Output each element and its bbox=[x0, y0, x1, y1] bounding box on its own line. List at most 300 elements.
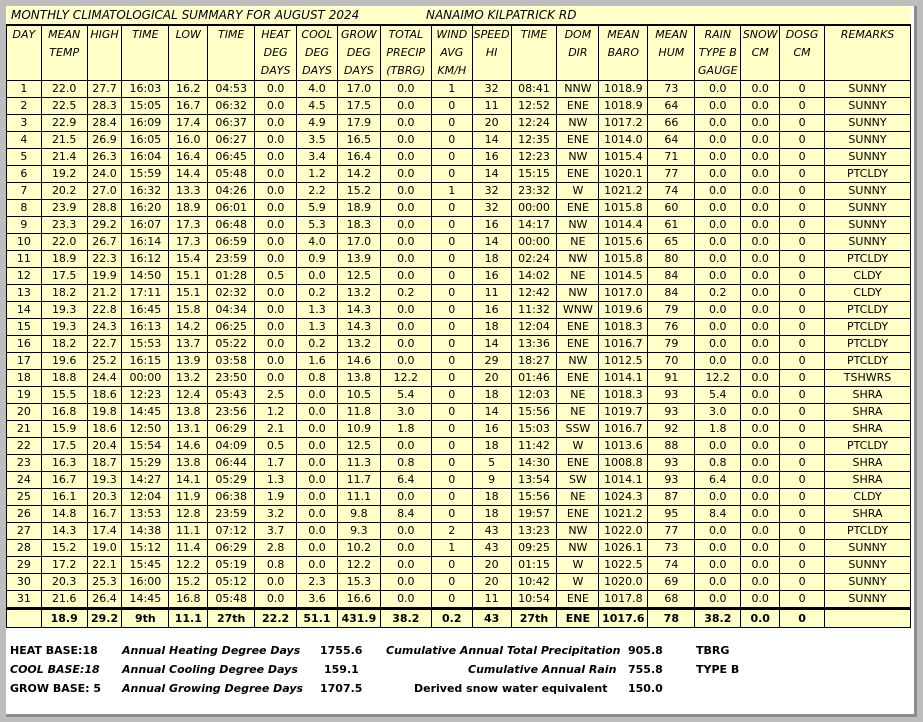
table-cell: 14.3 bbox=[41, 523, 87, 540]
table-cell: 0 bbox=[780, 472, 825, 489]
report-window bbox=[6, 6, 917, 717]
table-cell: 16:04 bbox=[122, 149, 169, 166]
table-cell: 16.0 bbox=[169, 132, 208, 149]
table-row bbox=[7, 421, 911, 438]
total-cell: 431.9 bbox=[337, 609, 380, 628]
table-cell: 0.0 bbox=[695, 115, 741, 132]
table-cell: 15.1 bbox=[169, 285, 208, 302]
table-cell: 05:43 bbox=[208, 387, 255, 404]
table-cell: 9 bbox=[472, 472, 511, 489]
table-cell: 16.4 bbox=[169, 149, 208, 166]
table-cell: 13.9 bbox=[337, 251, 380, 268]
table-cell: 16.2 bbox=[169, 81, 208, 98]
table-cell: 0 bbox=[431, 455, 472, 472]
table-cell: 0.0 bbox=[741, 336, 780, 353]
table-cell: 08:41 bbox=[511, 81, 557, 98]
table-cell: 1016.7 bbox=[599, 336, 648, 353]
table-cell: 04:09 bbox=[208, 438, 255, 455]
table-cell: 17.5 bbox=[41, 438, 87, 455]
rain-label: Cumulative Annual Rain bbox=[468, 663, 617, 676]
table-cell: 13.3 bbox=[169, 183, 208, 200]
table-cell: 0.0 bbox=[380, 149, 431, 166]
table-cell: 15.5 bbox=[41, 387, 87, 404]
table-cell: 0 bbox=[431, 115, 472, 132]
table-cell: 18:27 bbox=[511, 353, 557, 370]
table-cell: 71 bbox=[648, 149, 695, 166]
table-cell: 18 bbox=[472, 251, 511, 268]
header-line: DAY bbox=[12, 28, 36, 41]
table-cell: 3.5 bbox=[297, 132, 338, 149]
table-cell: 0.0 bbox=[695, 149, 741, 166]
table-cell: 15.2 bbox=[169, 574, 208, 591]
header-line: AVG bbox=[440, 46, 464, 59]
header-line: DEG bbox=[346, 46, 371, 59]
table-cell: 1.6 bbox=[297, 353, 338, 370]
table-cell: 21.6 bbox=[41, 591, 87, 609]
header-line: RAIN bbox=[704, 28, 732, 41]
header-line: COOL bbox=[301, 28, 333, 41]
table-cell: 0.8 bbox=[380, 455, 431, 472]
table-cell: 1 bbox=[7, 81, 42, 98]
table-cell: 0 bbox=[431, 132, 472, 149]
table-cell: 3.0 bbox=[380, 404, 431, 421]
table-cell: 0.0 bbox=[297, 268, 338, 285]
table-cell: 12.2 bbox=[380, 370, 431, 387]
total-cell: 0 bbox=[780, 609, 825, 628]
table-cell: 2.2 bbox=[297, 183, 338, 200]
table-cell: 4 bbox=[7, 132, 42, 149]
table-cell: 0.0 bbox=[297, 421, 338, 438]
table-cell: 68 bbox=[648, 591, 695, 609]
table-row bbox=[7, 302, 911, 319]
table-cell: 02:24 bbox=[511, 251, 557, 268]
table-cell: 0.0 bbox=[380, 251, 431, 268]
table-cell: 0.0 bbox=[297, 489, 338, 506]
table-cell: 16 bbox=[472, 149, 511, 166]
table-cell: 0.0 bbox=[741, 574, 780, 591]
table-cell: 0.0 bbox=[255, 217, 297, 234]
column-header bbox=[41, 26, 87, 81]
table-cell: 1.9 bbox=[255, 489, 297, 506]
table-cell: 18.9 bbox=[337, 200, 380, 217]
table-cell: 18.3 bbox=[337, 217, 380, 234]
table-cell: 20.4 bbox=[87, 438, 122, 455]
table-cell: 0.0 bbox=[741, 81, 780, 98]
table-cell: 32 bbox=[472, 200, 511, 217]
table-cell: 15:53 bbox=[122, 336, 169, 353]
table-cell: 16:09 bbox=[122, 115, 169, 132]
table-cell: 00:00 bbox=[511, 200, 557, 217]
table-cell: 12.2 bbox=[695, 370, 741, 387]
table-cell: 0.0 bbox=[297, 387, 338, 404]
table-cell: SSW bbox=[557, 421, 599, 438]
table-cell: 0.0 bbox=[380, 319, 431, 336]
table-cell: 16:00 bbox=[122, 574, 169, 591]
table-cell: NE bbox=[557, 234, 599, 251]
table-cell: 0 bbox=[431, 251, 472, 268]
table-cell: ENE bbox=[557, 132, 599, 149]
table-cell: 1.8 bbox=[695, 421, 741, 438]
table-cell: 65 bbox=[648, 234, 695, 251]
table-cell: 01:15 bbox=[511, 557, 557, 574]
table-cell: 0.0 bbox=[741, 540, 780, 557]
table-cell: 27.0 bbox=[87, 183, 122, 200]
table-cell: 19.3 bbox=[41, 302, 87, 319]
total-cell: 11.1 bbox=[169, 609, 208, 628]
table-cell: ENE bbox=[557, 200, 599, 217]
table-cell: SHRA bbox=[825, 387, 911, 404]
table-cell: 0.0 bbox=[741, 353, 780, 370]
table-cell: PTCLDY bbox=[825, 251, 911, 268]
header-line: TIME bbox=[217, 28, 245, 41]
table-cell: 0 bbox=[780, 557, 825, 574]
table-cell: 0 bbox=[780, 302, 825, 319]
table-cell: 43 bbox=[472, 540, 511, 557]
table-cell: 20 bbox=[472, 370, 511, 387]
table-cell: 17.4 bbox=[169, 115, 208, 132]
table-cell: 15.2 bbox=[41, 540, 87, 557]
table-cell: NE bbox=[557, 268, 599, 285]
total-cell: ENE bbox=[557, 609, 599, 628]
table-cell: 14 bbox=[472, 234, 511, 251]
table-cell: 0 bbox=[431, 370, 472, 387]
table-cell: 17 bbox=[7, 353, 42, 370]
table-cell: 15.2 bbox=[337, 183, 380, 200]
total-cell: 38.2 bbox=[695, 609, 741, 628]
table-cell: 0.0 bbox=[297, 438, 338, 455]
table-cell: 21.2 bbox=[87, 285, 122, 302]
precip-value: 905.8 bbox=[628, 644, 663, 657]
table-cell: 13.8 bbox=[169, 404, 208, 421]
table-cell: 0.0 bbox=[741, 404, 780, 421]
cool-base: COOL BASE:18 bbox=[10, 663, 100, 676]
rain-value: 755.8 bbox=[628, 663, 663, 676]
table-cell: 0.0 bbox=[255, 319, 297, 336]
table-cell: 22.8 bbox=[87, 302, 122, 319]
table-cell: 10:54 bbox=[511, 591, 557, 609]
table-cell: 12:42 bbox=[511, 285, 557, 302]
table-cell: 9.8 bbox=[337, 506, 380, 523]
table-body bbox=[7, 81, 911, 628]
table-cell: 0.0 bbox=[695, 574, 741, 591]
table-cell: 0 bbox=[780, 268, 825, 285]
table-cell: 14.8 bbox=[41, 506, 87, 523]
table-cell: 0.0 bbox=[297, 557, 338, 574]
table-cell: ENE bbox=[557, 506, 599, 523]
heat-value: 1755.6 bbox=[320, 644, 363, 657]
table-cell: 11.7 bbox=[337, 472, 380, 489]
table-cell: 0 bbox=[431, 302, 472, 319]
table-cell: PTCLDY bbox=[825, 353, 911, 370]
table-row bbox=[7, 115, 911, 132]
table-cell: SUNNY bbox=[825, 591, 911, 609]
header-line: HI bbox=[485, 46, 498, 59]
table-cell: 1018.3 bbox=[599, 319, 648, 336]
table-cell: 93 bbox=[648, 472, 695, 489]
table-cell: 04:34 bbox=[208, 302, 255, 319]
table-cell: 0 bbox=[431, 234, 472, 251]
table-cell: 1018.9 bbox=[599, 81, 648, 98]
table-cell: TSHWRS bbox=[825, 370, 911, 387]
report-title: MONTHLY CLIMATOLOGICAL SUMMARY FOR AUGUST 2024 bbox=[11, 8, 360, 22]
table-cell: 14 bbox=[472, 336, 511, 353]
table-cell: 04:53 bbox=[208, 81, 255, 98]
table-cell: W bbox=[557, 183, 599, 200]
table-cell: 26.4 bbox=[87, 591, 122, 609]
table-cell: 23:59 bbox=[208, 506, 255, 523]
table-cell: 15:12 bbox=[122, 540, 169, 557]
table-cell: NE bbox=[557, 404, 599, 421]
table-cell: 04:26 bbox=[208, 183, 255, 200]
table-cell: 18.9 bbox=[169, 200, 208, 217]
table-cell: 14:02 bbox=[511, 268, 557, 285]
table-cell: 79 bbox=[648, 302, 695, 319]
table-cell: 5.4 bbox=[380, 387, 431, 404]
header-row bbox=[7, 26, 911, 81]
table-cell: NE bbox=[557, 489, 599, 506]
table-cell: 1 bbox=[431, 183, 472, 200]
total-cell bbox=[7, 609, 42, 628]
table-cell: 17.0 bbox=[337, 234, 380, 251]
table-cell: 11.8 bbox=[337, 404, 380, 421]
table-cell: 19.3 bbox=[87, 472, 122, 489]
table-cell: SUNNY bbox=[825, 200, 911, 217]
table-cell: WNW bbox=[557, 302, 599, 319]
table-cell: 0.0 bbox=[741, 149, 780, 166]
table-cell: 0 bbox=[780, 132, 825, 149]
table-cell: 10 bbox=[7, 234, 42, 251]
table-cell: 23:56 bbox=[208, 404, 255, 421]
table-cell: 0.0 bbox=[255, 574, 297, 591]
table-cell: 0.8 bbox=[695, 455, 741, 472]
table-cell: 12:35 bbox=[511, 132, 557, 149]
table-cell: 0.0 bbox=[380, 523, 431, 540]
table-row bbox=[7, 149, 911, 166]
header-line: GROW bbox=[340, 28, 377, 41]
table-cell: 0.0 bbox=[741, 115, 780, 132]
table-cell: 15:05 bbox=[122, 98, 169, 115]
table-cell: 5.3 bbox=[297, 217, 338, 234]
table-cell: 0.9 bbox=[297, 251, 338, 268]
table-cell: SHRA bbox=[825, 455, 911, 472]
table-cell: SHRA bbox=[825, 404, 911, 421]
table-cell: 0.2 bbox=[380, 285, 431, 302]
table-cell: 06:37 bbox=[208, 115, 255, 132]
table-cell: 1021.2 bbox=[599, 183, 648, 200]
table-cell: 73 bbox=[648, 540, 695, 557]
table-cell: 06:29 bbox=[208, 540, 255, 557]
table-row bbox=[7, 285, 911, 302]
table-cell: ENE bbox=[557, 319, 599, 336]
table-cell: 0.0 bbox=[297, 404, 338, 421]
rain-gauge: TYPE B bbox=[696, 663, 740, 676]
table-cell: 11.3 bbox=[337, 455, 380, 472]
table-cell: 0.0 bbox=[695, 557, 741, 574]
table-cell: 14:50 bbox=[122, 268, 169, 285]
table-cell: 0 bbox=[431, 404, 472, 421]
table-cell: 1008.8 bbox=[599, 455, 648, 472]
table-cell: 03:58 bbox=[208, 353, 255, 370]
header-line: DAYS bbox=[343, 64, 374, 77]
table-cell: 0 bbox=[780, 438, 825, 455]
total-cell: 38.2 bbox=[380, 609, 431, 628]
column-header bbox=[7, 26, 42, 81]
table-cell: 0.0 bbox=[741, 421, 780, 438]
table-cell: 0 bbox=[780, 183, 825, 200]
table-cell: 0.2 bbox=[297, 285, 338, 302]
table-cell: 14.2 bbox=[337, 166, 380, 183]
table-cell: 17.5 bbox=[337, 98, 380, 115]
table-cell: NE bbox=[557, 387, 599, 404]
table-cell: 16 bbox=[7, 336, 42, 353]
table-cell: 14:38 bbox=[122, 523, 169, 540]
header-line: MEAN bbox=[48, 28, 81, 41]
table-cell: ENE bbox=[557, 166, 599, 183]
table-cell: 0.0 bbox=[380, 438, 431, 455]
table-cell: NW bbox=[557, 353, 599, 370]
table-cell: 0 bbox=[431, 574, 472, 591]
column-header bbox=[169, 26, 208, 81]
table-cell: 14 bbox=[472, 132, 511, 149]
table-cell: 3.2 bbox=[255, 506, 297, 523]
table-cell: 18.8 bbox=[41, 370, 87, 387]
table-cell: 0.0 bbox=[741, 166, 780, 183]
header-line: DIR bbox=[568, 46, 588, 59]
table-cell: 12:23 bbox=[122, 387, 169, 404]
table-cell: 0.0 bbox=[695, 234, 741, 251]
table-cell: W bbox=[557, 574, 599, 591]
table-cell: 16.5 bbox=[337, 132, 380, 149]
table-cell: 12:23 bbox=[511, 149, 557, 166]
table-cell: 15:54 bbox=[122, 438, 169, 455]
table-cell: 0 bbox=[780, 234, 825, 251]
table-cell: NNW bbox=[557, 81, 599, 98]
table-cell: 15:45 bbox=[122, 557, 169, 574]
table-cell: 27 bbox=[7, 523, 42, 540]
table-cell: 0.0 bbox=[297, 523, 338, 540]
table-cell: NW bbox=[557, 149, 599, 166]
table-cell: 14 bbox=[7, 302, 42, 319]
table-cell: 13:53 bbox=[122, 506, 169, 523]
table-cell: 22.5 bbox=[41, 98, 87, 115]
table-cell: SUNNY bbox=[825, 217, 911, 234]
table-cell: 0.2 bbox=[695, 285, 741, 302]
table-cell: 0.0 bbox=[741, 132, 780, 149]
table-cell: 19.3 bbox=[41, 319, 87, 336]
table-cell: 11.9 bbox=[169, 489, 208, 506]
table-cell: 11:42 bbox=[511, 438, 557, 455]
total-cell: 1017.6 bbox=[599, 609, 648, 628]
table-cell: 0.0 bbox=[380, 98, 431, 115]
table-cell: ENE bbox=[557, 455, 599, 472]
table-cell: ENE bbox=[557, 336, 599, 353]
table-cell: 26.3 bbox=[87, 149, 122, 166]
table-cell: 19.2 bbox=[41, 166, 87, 183]
table-cell: 15.8 bbox=[169, 302, 208, 319]
table-cell: 09:25 bbox=[511, 540, 557, 557]
total-cell: 0.2 bbox=[431, 609, 472, 628]
table-cell: 0 bbox=[431, 557, 472, 574]
table-cell: 0.0 bbox=[380, 489, 431, 506]
table-row bbox=[7, 81, 911, 98]
table-cell: 5.9 bbox=[297, 200, 338, 217]
table-cell: 16.3 bbox=[41, 455, 87, 472]
table-row bbox=[7, 200, 911, 217]
header-line: PRECIP bbox=[386, 46, 426, 59]
table-cell: 0.5 bbox=[255, 268, 297, 285]
table-cell: SHRA bbox=[825, 421, 911, 438]
table-row bbox=[7, 506, 911, 523]
table-cell: 14.1 bbox=[169, 472, 208, 489]
table-cell: 1018.3 bbox=[599, 387, 648, 404]
table-cell: 12:04 bbox=[122, 489, 169, 506]
column-header bbox=[741, 26, 780, 81]
table-cell: SUNNY bbox=[825, 115, 911, 132]
table-cell: 0.0 bbox=[380, 81, 431, 98]
table-cell: 74 bbox=[648, 183, 695, 200]
column-header bbox=[825, 26, 911, 81]
table-cell: 19.6 bbox=[41, 353, 87, 370]
table-cell: 1.3 bbox=[255, 472, 297, 489]
table-cell: 0 bbox=[431, 268, 472, 285]
table-row bbox=[7, 557, 911, 574]
table-cell: SUNNY bbox=[825, 557, 911, 574]
table-cell: SW bbox=[557, 472, 599, 489]
table-cell: 13 bbox=[7, 285, 42, 302]
column-header bbox=[557, 26, 599, 81]
table-cell: 23 bbox=[7, 455, 42, 472]
table-row bbox=[7, 404, 911, 421]
table-cell: 0.0 bbox=[695, 489, 741, 506]
table-cell: 0 bbox=[780, 591, 825, 609]
table-cell: ENE bbox=[557, 591, 599, 609]
table-cell: 0.0 bbox=[741, 319, 780, 336]
table-cell: 16:03 bbox=[122, 81, 169, 98]
table-cell: 5 bbox=[472, 455, 511, 472]
table-cell: SUNNY bbox=[825, 183, 911, 200]
table-cell: 0.0 bbox=[741, 387, 780, 404]
header-line: (TBRG) bbox=[386, 64, 426, 77]
table-cell: 0 bbox=[780, 251, 825, 268]
table-cell: 06:48 bbox=[208, 217, 255, 234]
column-header bbox=[431, 26, 472, 81]
total-cell: 43 bbox=[472, 609, 511, 628]
table-cell: 2.8 bbox=[255, 540, 297, 557]
table-cell: 13.2 bbox=[337, 336, 380, 353]
header-line: TIME bbox=[520, 28, 548, 41]
table-cell: 0.0 bbox=[741, 268, 780, 285]
header-line: CM bbox=[793, 46, 811, 59]
table-cell: 0.0 bbox=[695, 166, 741, 183]
table-cell: 05:48 bbox=[208, 166, 255, 183]
table-cell: 0 bbox=[780, 387, 825, 404]
table-cell: 12.2 bbox=[337, 557, 380, 574]
table-cell: 0.0 bbox=[695, 200, 741, 217]
table-cell: 0.0 bbox=[695, 251, 741, 268]
table-cell: 1.2 bbox=[255, 404, 297, 421]
header-line: CM bbox=[751, 46, 769, 59]
table-cell: 0 bbox=[780, 115, 825, 132]
table-cell: 06:44 bbox=[208, 455, 255, 472]
header-line: TIME bbox=[132, 28, 159, 41]
table-cell: 18.2 bbox=[41, 285, 87, 302]
table-cell: 1021.2 bbox=[599, 506, 648, 523]
table-cell: 19.9 bbox=[87, 268, 122, 285]
table-cell: 12:50 bbox=[122, 421, 169, 438]
header-line: TOTAL bbox=[388, 28, 424, 41]
table-cell: SUNNY bbox=[825, 574, 911, 591]
table-cell: 14.3 bbox=[337, 319, 380, 336]
